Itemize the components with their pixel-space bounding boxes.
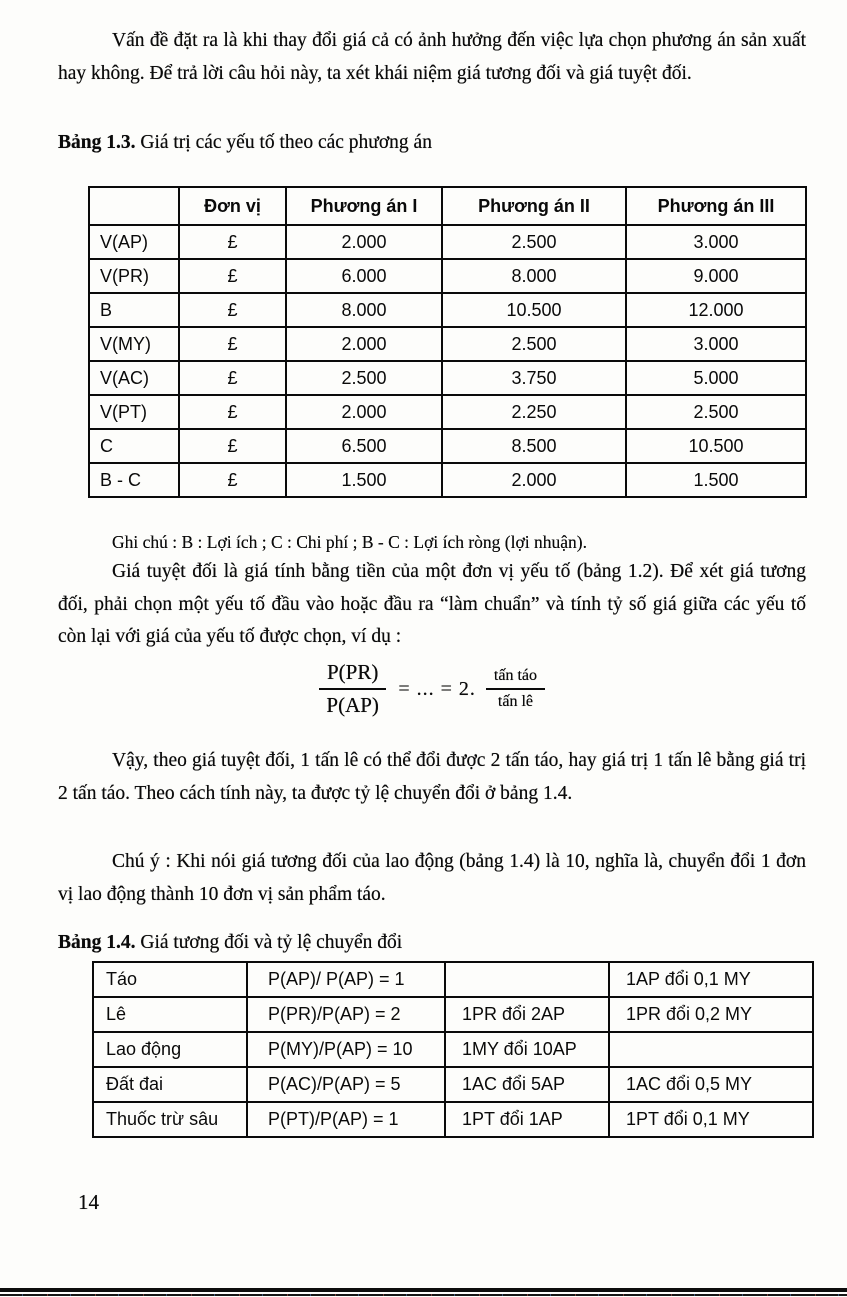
table-cell: Đất đai (93, 1067, 247, 1102)
table-cell: C (89, 429, 179, 463)
table-cell: £ (179, 259, 286, 293)
table-cell: B - C (89, 463, 179, 497)
table-cell: 2.000 (286, 327, 442, 361)
table-cell: 8.500 (442, 429, 626, 463)
table-1-3-caption (58, 130, 432, 156)
table-cell: 1.500 (286, 463, 442, 497)
table-row (89, 293, 806, 327)
bottom-scan-rule-thin (0, 1294, 847, 1296)
table-cell: £ (179, 429, 286, 463)
relative-price-formula (58, 660, 806, 718)
paragraph-intro: Vấn đề đặt ra là khi thay đổi giá cả có ảnh hưởng đến việc lựa chọn phương án sản xuất hay không. Để trả lời câu hỏi này, ta xét khái niệm giá tương đối và giá tuyệt đối. (58, 30, 806, 84)
formula-denominator: P(AP) (326, 693, 379, 717)
table-cell: 1.500 (626, 463, 806, 497)
formula-equals: = ... = 2. (398, 677, 476, 700)
paragraph-conversion: Vậy, theo giá tuyệt đối, 1 tấn lê có thể đổi được 2 tấn táo, hay giá trị 1 tấn lê bằng giá trị 2 tấn táo. Theo cách tính này, ta được tỷ lệ chuyển đổi ở bảng 1.4. (58, 750, 806, 804)
table-cell: 9.000 (626, 259, 806, 293)
table-1-4-caption-label: Bảng 1.4. (58, 932, 136, 953)
table-row (89, 429, 806, 463)
table-cell: V(AC) (89, 361, 179, 395)
fraction-ppr-over-pap (319, 660, 386, 718)
table-cell: 8.000 (286, 293, 442, 327)
table-cell: 2.250 (442, 395, 626, 429)
table-cell: V(PT) (89, 395, 179, 429)
table-cell: 3.000 (626, 225, 806, 259)
table-row (93, 962, 813, 997)
table-header-cell (89, 187, 179, 225)
table-cell: 3.000 (626, 327, 806, 361)
table-cell: P(PT)/P(AP) = 1 (247, 1102, 445, 1137)
table-cell: P(MY)/P(AP) = 10 (247, 1032, 445, 1067)
table-cell: £ (179, 361, 286, 395)
formula-unit-denominator: tấn lê (497, 693, 533, 710)
table-cell: 2.000 (286, 225, 442, 259)
table-row (89, 225, 806, 259)
table-1-3-note: Ghi chú : B : Lợi ích ; C : Chi phí ; B - C : Lợi ích ròng (lợi nhuận). (112, 532, 587, 552)
table-row (89, 327, 806, 361)
table-1-3-caption-label: Bảng 1.3. (58, 132, 136, 153)
table-cell: P(AC)/P(AP) = 5 (247, 1067, 445, 1102)
formula-unit-numerator: tấn táo (486, 667, 545, 690)
table-cell: 10.500 (626, 429, 806, 463)
table-row (93, 1032, 813, 1067)
table-cell: 6.000 (286, 259, 442, 293)
paragraph-absolute-price: Giá tuyệt đối là giá tính bằng tiền của một đơn vị yếu tố (bảng 1.2). Để xét giá tương đối, phải chọn một yếu tố đầu vào hoặc đầu ra “làm chuẩn” và tính tỷ số giá giữa các yếu tố còn lại với giá của yếu tố được chọn, ví dụ : (58, 561, 806, 647)
table-cell: V(AP) (89, 225, 179, 259)
table-cell (609, 1032, 813, 1067)
table-row (89, 259, 806, 293)
table-row (89, 361, 806, 395)
table-1-4-caption-text: Giá tương đối và tỷ lệ chuyển đổi (135, 932, 403, 953)
table-row (93, 1067, 813, 1102)
table-cell: V(PR) (89, 259, 179, 293)
table-cell: 2.500 (626, 395, 806, 429)
table-cell: 1PR đổi 2AP (445, 997, 609, 1032)
table-cell: 6.500 (286, 429, 442, 463)
table-cell: 1PR đổi 0,2 MY (609, 997, 813, 1032)
page-number: 14 (78, 1190, 99, 1214)
table-cell: 12.000 (626, 293, 806, 327)
table-cell: V(MY) (89, 327, 179, 361)
table-header-cell: Phương án I (286, 187, 442, 225)
table-cell: 1AC đổi 5AP (445, 1067, 609, 1102)
table-row (93, 1102, 813, 1137)
table-cell: 2.000 (442, 463, 626, 497)
table-cell: 8.000 (442, 259, 626, 293)
table-header-cell: Phương án II (442, 187, 626, 225)
table-cell: B (89, 293, 179, 327)
table-cell: 2.500 (442, 327, 626, 361)
table-cell: £ (179, 463, 286, 497)
table-cell: 1PT đổi 1AP (445, 1102, 609, 1137)
table-cell: 2.500 (442, 225, 626, 259)
table-1-4 (92, 961, 814, 1138)
table-cell: 5.000 (626, 361, 806, 395)
table-cell: 3.750 (442, 361, 626, 395)
table-cell: 2.000 (286, 395, 442, 429)
table-cell: Lê (93, 997, 247, 1032)
table-cell: 1AC đổi 0,5 MY (609, 1067, 813, 1102)
table-cell: £ (179, 395, 286, 429)
table-cell: 2.500 (286, 361, 442, 395)
table-header-cell: Đơn vị (179, 187, 286, 225)
paragraph-note-labor: Chú ý : Khi nói giá tương đối của lao động (bảng 1.4) là 10, nghĩa là, chuyển đổi 1 đơn vị lao động thành 10 đơn vị sản phẩm táo. (58, 851, 806, 905)
table-cell: Táo (93, 962, 247, 997)
table-cell: 1AP đổi 0,1 MY (609, 962, 813, 997)
table-cell: Lao động (93, 1032, 247, 1067)
table-cell: P(PR)/P(AP) = 2 (247, 997, 445, 1032)
table-row (89, 395, 806, 429)
table-cell: Thuốc trừ sâu (93, 1102, 247, 1137)
table-cell: £ (179, 293, 286, 327)
table-header-row (89, 187, 806, 225)
table-cell: P(AP)/ P(AP) = 1 (247, 962, 445, 997)
table-1-3 (88, 186, 807, 498)
table-row (93, 997, 813, 1032)
table-1-3-caption-text: Giá trị các yếu tố theo các phương án (135, 132, 432, 153)
table-cell (445, 962, 609, 997)
bottom-scan-rule-thick (0, 1288, 847, 1292)
table-cell: 10.500 (442, 293, 626, 327)
table-1-4-caption (58, 930, 402, 956)
table-cell: 1PT đổi 0,1 MY (609, 1102, 813, 1137)
table-header-cell: Phương án III (626, 187, 806, 225)
formula-numerator: P(PR) (319, 660, 386, 690)
table-cell: 1MY đổi 10AP (445, 1032, 609, 1067)
table-row (89, 463, 806, 497)
fraction-tan-tao-over-tan-le (486, 667, 545, 711)
table-cell: £ (179, 225, 286, 259)
table-cell: £ (179, 327, 286, 361)
